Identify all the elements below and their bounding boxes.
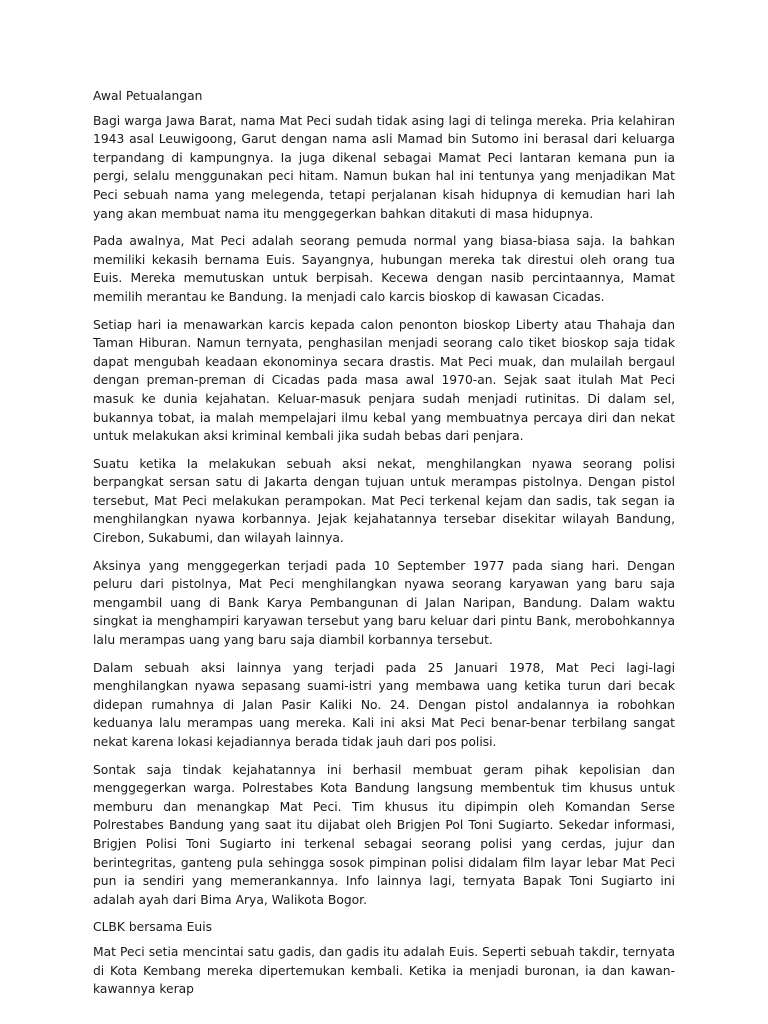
paragraph-1: Bagi warga Jawa Barat, nama Mat Peci sudah tidak asing lagi di telinga mereka. Pria kelahiran 1943 asal Leuwigoong, Garut dengan nama asli Mamad bin Sutomo ini berasal dari keluarga terpandang di kampungnya. Ia juga dikenal sebagai Mamat Peci lantaran kemana pun ia pergi, selalu menggunakan peci hitam. Namun bukan hal ini tentunya yang menjadikan Mat Peci sebuah nama yang melegenda, tetapi perjalanan kisah hidupnya di kemudian hari lah yang akan membuat nama itu menggegerkan bahkan ditakuti di masa hidupnya. — [93, 113, 675, 221]
paragraph-3: Setiap hari ia menawarkan karcis kepada calon penonton bioskop Liberty atau Thahaja dan Taman Hiburan. Namun ternyata, penghasilan menjadi seorang calo tiket bioskop saja tidak dapat mengubah keadaan ekonominya secara drastis. Mat Peci muak, dan mulailah bergaul dengan preman-preman di Cicadas pada masa awal 1970-an. Sejak saat itulah Mat Peci masuk ke dunia kejahatan. Keluar-masuk penjara sudah menjadi rutinitas. Di dalam sel, bukannya tobat, ia malah mempelajari ilmu kebal yang membuatnya percaya diri dan nekat untuk melakukan aksi kriminal kembali jika sudah bebas dari penjara. — [93, 317, 675, 444]
paragraph-4: Suatu ketika Ia melakukan sebuah aksi nekat, menghilangkan nyawa seorang polisi berpangkat sersan satu di Jakarta dengan tujuan untuk merampas pistolnya. Dengan pistol tersebut, Mat Peci melakukan perampokan. Mat Peci terkenal kejam dan sadis, tak segan ia menghilangkan nyawa korbannya. Jejak kejahatannya tersebar disekitar wilayah Bandung, Cirebon, Sukabumi, dan wilayah lainnya. — [93, 456, 675, 546]
paragraph-2: Pada awalnya, Mat Peci adalah seorang pemuda normal yang biasa-biasa saja. Ia bahkan memiliki kekasih bernama Euis. Sayangnya, hubungan mereka tak direstui oleh orang tua Euis. Mereka memutuskan untuk berpisah. Kecewa dengan nasib percintaannya, Mamat memilih merantau ke Bandung. Ia menjadi calo karcis bioskop di kawasan Cicadas. — [93, 234, 675, 304]
document-page — [93, 87, 675, 1008]
section-heading-awal-petualangan: Awal Petualangan — [93, 89, 203, 103]
paragraph-5: Aksinya yang menggegerkan terjadi pada 10 September 1977 pada siang hari. Dengan peluru dari pistolnya, Mat Peci menghilangkan nyawa seorang karyawan yang baru saja mengambil uang di Bank Karya Pembangunan di Jalan Naripan, Bandung. Dalam waktu singkat ia menghampiri karyawan tersebut yang baru keluar dari pintu Bank, merobohkannya lalu merampas uang yang baru saja diambil korbannya tersebut. — [93, 558, 675, 648]
section-heading-clbk-bersama-euis: CLBK bersama Euis — [93, 920, 213, 935]
paragraph-6: Dalam sebuah aksi lainnya yang terjadi pada 25 Januari 1978, Mat Peci lagi-lagi menghilangkan nyawa sepasang suami-istri yang membawa uang ketika turun dari becak didepan rumahnya di Jalan Pasir Kaliki No. 24. Dengan pistol andalannya ia robohkan keduanya lalu merampas uang mereka. Kali ini aksi Mat Peci benar-benar terbilang sangat nekat karena lokasi kejadiannya berada tidak jauh dari pos polisi. — [93, 660, 675, 749]
paragraph-8: Mat Peci setia mencintai satu gadis, dan gadis itu adalah Euis. Seperti sebuah takdir, ternyata di Kota Kembang mereka dipertemukan kembali. Ketika ia menjadi buronan, ia dan kawan-kawannya kerap — [93, 944, 675, 997]
paragraph-7: Sontak saja tindak kejahatannya ini berhasil membuat geram pihak kepolisian dan menggegerkan warga. Polrestabes Kota Bandung langsung membentuk tim khusus untuk memburu dan menangkap Mat Peci. Tim khusus itu dipimpin oleh Komandan Serse Polrestabes Bandung yang saat itu dijabat oleh Brigjen Pol Toni Sugiarto. Sekedar informasi, Brigjen Polisi Toni Sugiarto ini terkenal sebagai seorang polisi yang cerdas, jujur dan berintegritas, ganteng pula sehingga sosok pimpinan polisi didalam film layar lebar Mat Peci pun ia sendiri yang memerankannya. Info lainnya lagi, ternyata Bapak Toni Sugiarto ini adalah ayah dari Bima Arya, Walikota Bogor. — [93, 762, 675, 907]
